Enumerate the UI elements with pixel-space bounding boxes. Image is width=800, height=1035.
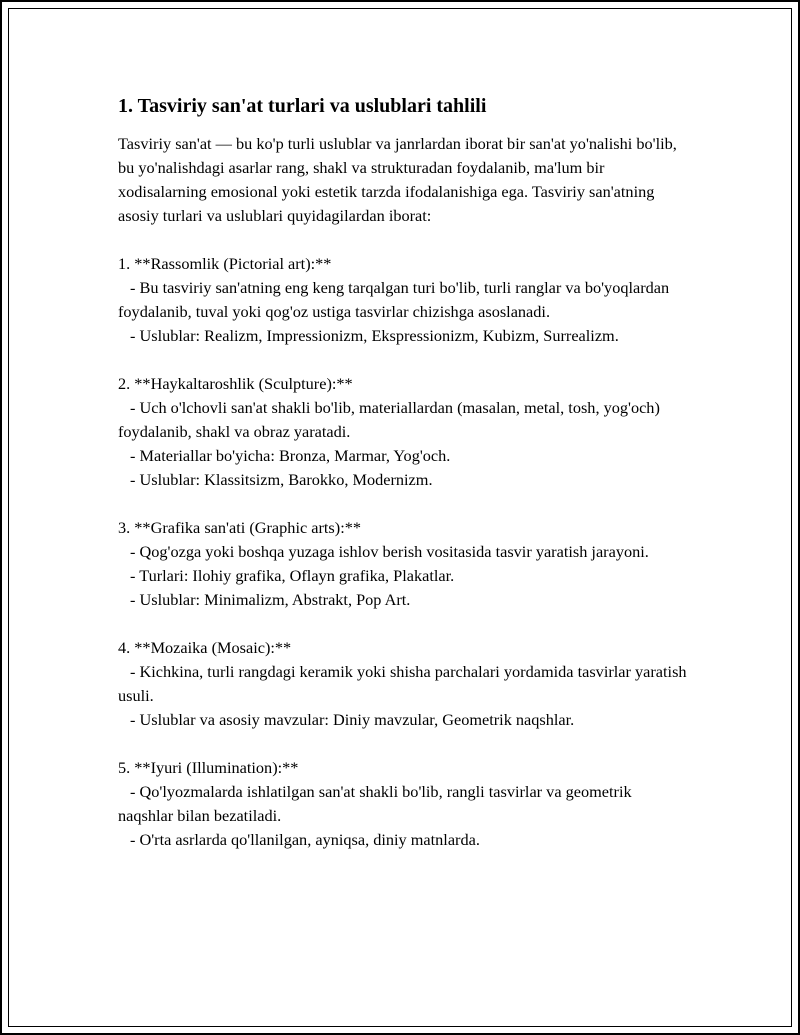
section-heading: 4. **Mozaika (Mosaic):** bbox=[118, 638, 292, 657]
section-item: - Turlari: Ilohiy grafika, Oflayn grafika, Plakatlar. bbox=[130, 566, 455, 585]
section-heading: 1. **Rassomlik (Pictorial art):** bbox=[118, 254, 332, 273]
section-item: - Uslublar: Klassitsizm, Barokko, Modernizm. bbox=[130, 470, 433, 489]
section-item: - Uch o'lchovli san'at shakli bo'lib, materiallardan (masalan, metal, tosh, yog'och) foydalanib, shakl va obraz yaratadi. bbox=[118, 398, 660, 441]
section-mozaika bbox=[118, 636, 688, 732]
section-item: - Uslublar va asosiy mavzular: Diniy mavzular, Geometrik naqshlar. bbox=[130, 710, 575, 729]
section-iyuri bbox=[118, 756, 688, 852]
document-body bbox=[118, 92, 688, 852]
section-heading: 5. **Iyuri (Illumination):** bbox=[118, 758, 299, 777]
section-item: - Kichkina, turli rangdagi keramik yoki shisha parchalari yordamida tasvirlar yaratish usuli. bbox=[118, 662, 687, 705]
section-heading: 3. **Grafika san'ati (Graphic arts):** bbox=[118, 518, 361, 537]
section-haykaltaroshlik bbox=[118, 372, 688, 492]
section-heading: 2. **Haykaltaroshlik (Sculpture):** bbox=[118, 374, 353, 393]
section-grafika bbox=[118, 516, 688, 612]
intro-paragraph: Tasviriy san'at — bu ko'p turli uslublar va janrlardan iborat bir san'at yo'nalishi bo'lib, bu yo'nalishdagi asarlar rang, shakl va strukturadan foydalanib, ma'lum bir xodisalarning emosional yoki estetik tarzda ifodalanishiga ega. Tasviriy san'atning asosiy turlari va uslublari quyidagilardan iborat: bbox=[118, 134, 681, 225]
document-title: 1. Tasviriy san'at turlari va uslublari tahlili bbox=[118, 95, 487, 117]
section-item: - Qog'ozga yoki boshqa yuzaga ishlov berish vositasida tasvir yaratish jarayoni. bbox=[130, 542, 649, 561]
section-item: - Qo'lyozmalarda ishlatilgan san'at shakli bo'lib, rangli tasvirlar va geometrik naqshlar bilan bezatiladi. bbox=[118, 782, 632, 825]
section-item: - Uslublar: Minimalizm, Abstrakt, Pop Art. bbox=[130, 590, 411, 609]
section-item: - Materiallar bo'yicha: Bronza, Marmar, Yog'och. bbox=[130, 446, 451, 465]
section-item: - O'rta asrlarda qo'llanilgan, ayniqsa, diniy matnlarda. bbox=[130, 830, 480, 849]
section-item: - Uslublar: Realizm, Impressionizm, Ekspressionizm, Kubizm, Surrealizm. bbox=[130, 326, 619, 345]
section-item: - Bu tasviriy san'atning eng keng tarqalgan turi bo'lib, turli ranglar va bo'yoqlardan foydalanib, tuval yoki qog'oz ustiga tasvirlar chizishga asoslanadi. bbox=[118, 278, 670, 321]
section-rassomlik bbox=[118, 252, 688, 348]
